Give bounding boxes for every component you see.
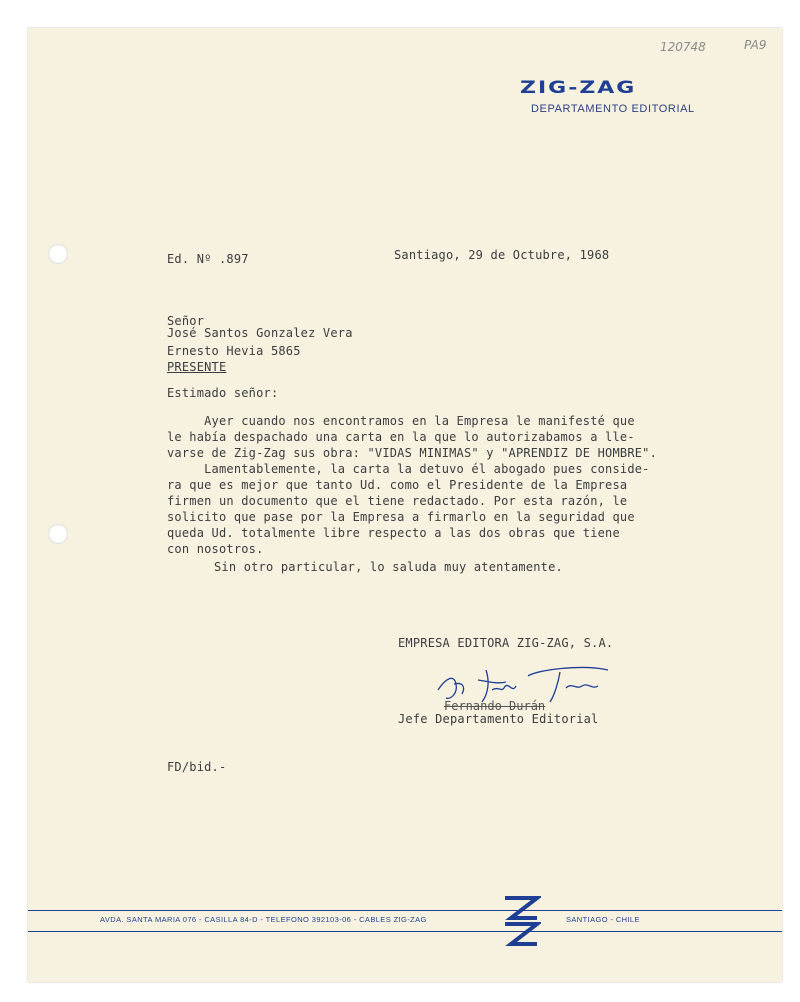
signer-name: Fernando Durán — [444, 699, 546, 713]
catalog-number: 120748 — [660, 40, 706, 54]
body-line: Lamentablemente, la carta la detuvo él abogado pues conside- — [167, 462, 650, 476]
salutation-title: Señor — [167, 314, 205, 328]
footer-rule-bottom — [28, 931, 782, 932]
zigzag-logo-icon — [501, 894, 541, 950]
greeting: Estimado señor: — [167, 386, 279, 400]
footer-address: AVDA. SANTA MARIA 076 - CASILLA 84-D - TELEFONO 392103-06 - CABLES ZIG-ZAG — [100, 915, 427, 924]
initials: FD/bid.- — [167, 760, 227, 774]
department-name: DEPARTAMENTO EDITORIAL — [531, 103, 695, 115]
footer-rule-top — [28, 910, 782, 911]
body-line: solicito que pase por la Empresa a firmarlo en la seguridad que — [167, 510, 635, 524]
body-line: Ayer cuando nos encontramos en la Empresa le manifesté que — [167, 414, 635, 428]
place-date: Santiago, 29 de Octubre, 1968 — [394, 248, 610, 262]
punch-hole-bottom — [48, 524, 68, 544]
archive-code: PA9 — [744, 38, 767, 52]
recipient-address: Ernesto Hevia 5865 — [167, 344, 301, 358]
signer-title: Jefe Departamento Editorial — [398, 712, 599, 726]
brand-logo: ZIG-ZAG — [520, 78, 637, 98]
company-name: EMPRESA EDITORA ZIG-ZAG, S.A. — [398, 636, 614, 650]
letter-page — [28, 28, 782, 982]
body-line: con nosotros. — [167, 542, 264, 556]
recipient-name: José Santos Gonzalez Vera — [167, 326, 353, 340]
punch-hole-top — [48, 244, 68, 264]
body-line: ra que es mejor que tanto Ud. como el Presidente de la Empresa — [167, 478, 628, 492]
footer-city: SANTIAGO - CHILE — [566, 915, 640, 924]
closing: Sin otro particular, lo saluda muy atentamente. — [214, 560, 563, 574]
body-line: firmen un documento que el tiene redactado. Por esta razón, le — [167, 494, 628, 508]
body-line: queda Ud. totalmente libre respecto a las dos obras que tiene — [167, 526, 620, 540]
reference-number: Ed. Nº .897 — [167, 252, 249, 266]
recipient-delivery: PRESENTE — [167, 360, 227, 374]
body-line: le había despachado una carta en la que lo autorizabamos a lle- — [167, 430, 635, 444]
body-line: varse de Zig-Zag sus obra: "VIDAS MINIMAS" y "APRENDIZ DE HOMBRE". — [167, 446, 658, 460]
